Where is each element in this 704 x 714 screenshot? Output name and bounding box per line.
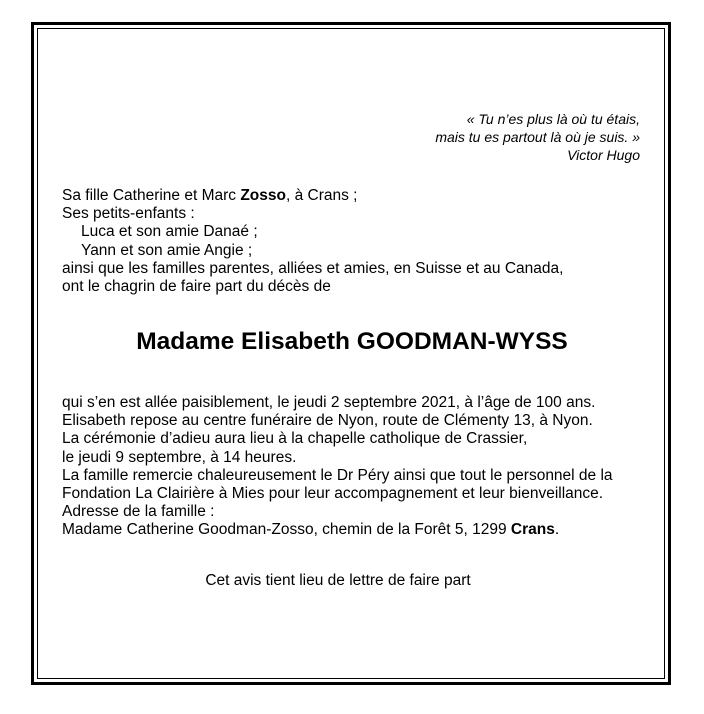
family-line-1-post: , à Crans ; (285, 187, 358, 204)
family-line-1 (62, 187, 563, 205)
grandchild-2: Yann et son amie Angie ; (81, 241, 253, 259)
family-address (62, 521, 613, 539)
address-pre: Madame Catherine Goodman-Zosso, chemin de la Forêt 5, 1299 (62, 521, 511, 539)
details-line-7: Adresse de la famille : (62, 503, 215, 521)
details-line-3: La cérémonie d’adieu aura lieu à la chapelle catholique de Crassier, (62, 430, 528, 448)
footer-note: Cet avis tient lieu de lettre de faire part (205, 572, 471, 589)
quote-line-2: mais tu es partout là où je suis. » (435, 129, 640, 145)
details-line-1: qui s’en est allée paisiblement, le jeudi 2 septembre 2021, à l’âge de 100 ans. (62, 394, 596, 411)
quote-author: Victor Hugo (567, 147, 640, 163)
family-line-5: ainsi que les familles parentes, alliées et amies, en Suisse et au Canada, (62, 259, 564, 277)
address-town: Crans (510, 521, 555, 539)
details-line-5: La famille remercie chaleureusement le Dr Péry ainsi que tout le personnel de la (62, 466, 613, 484)
grandchild-1: Luca et son amie Danaé ; (81, 223, 258, 241)
details-line-4: le jeudi 9 septembre, à 14 heures. (62, 448, 297, 466)
quote-line-1: « Tu n’es plus là où tu étais, (466, 111, 640, 127)
family-line-2: Ses petits-enfants : (62, 205, 195, 223)
epigraph-quote (240, 110, 640, 164)
details-line-2: Elisabeth repose au centre funéraire de Nyon, route de Clémenty 13, à Nyon. (62, 412, 593, 430)
details-line-6: Fondation La Clairière à Mies pour leur accompagnement et leur bienveillance. (62, 485, 604, 503)
family-announcement (62, 187, 563, 296)
ceremony-details (62, 394, 613, 540)
family-line-1-pre: Sa fille Catherine et Marc (62, 187, 241, 204)
deceased-name: Madame Elisabeth GOODMAN-WYSS (136, 328, 568, 355)
family-line-6: ont le chagrin de faire part du décès de (62, 278, 331, 296)
family-surname: Zosso (240, 187, 286, 204)
address-post: . (554, 521, 560, 539)
